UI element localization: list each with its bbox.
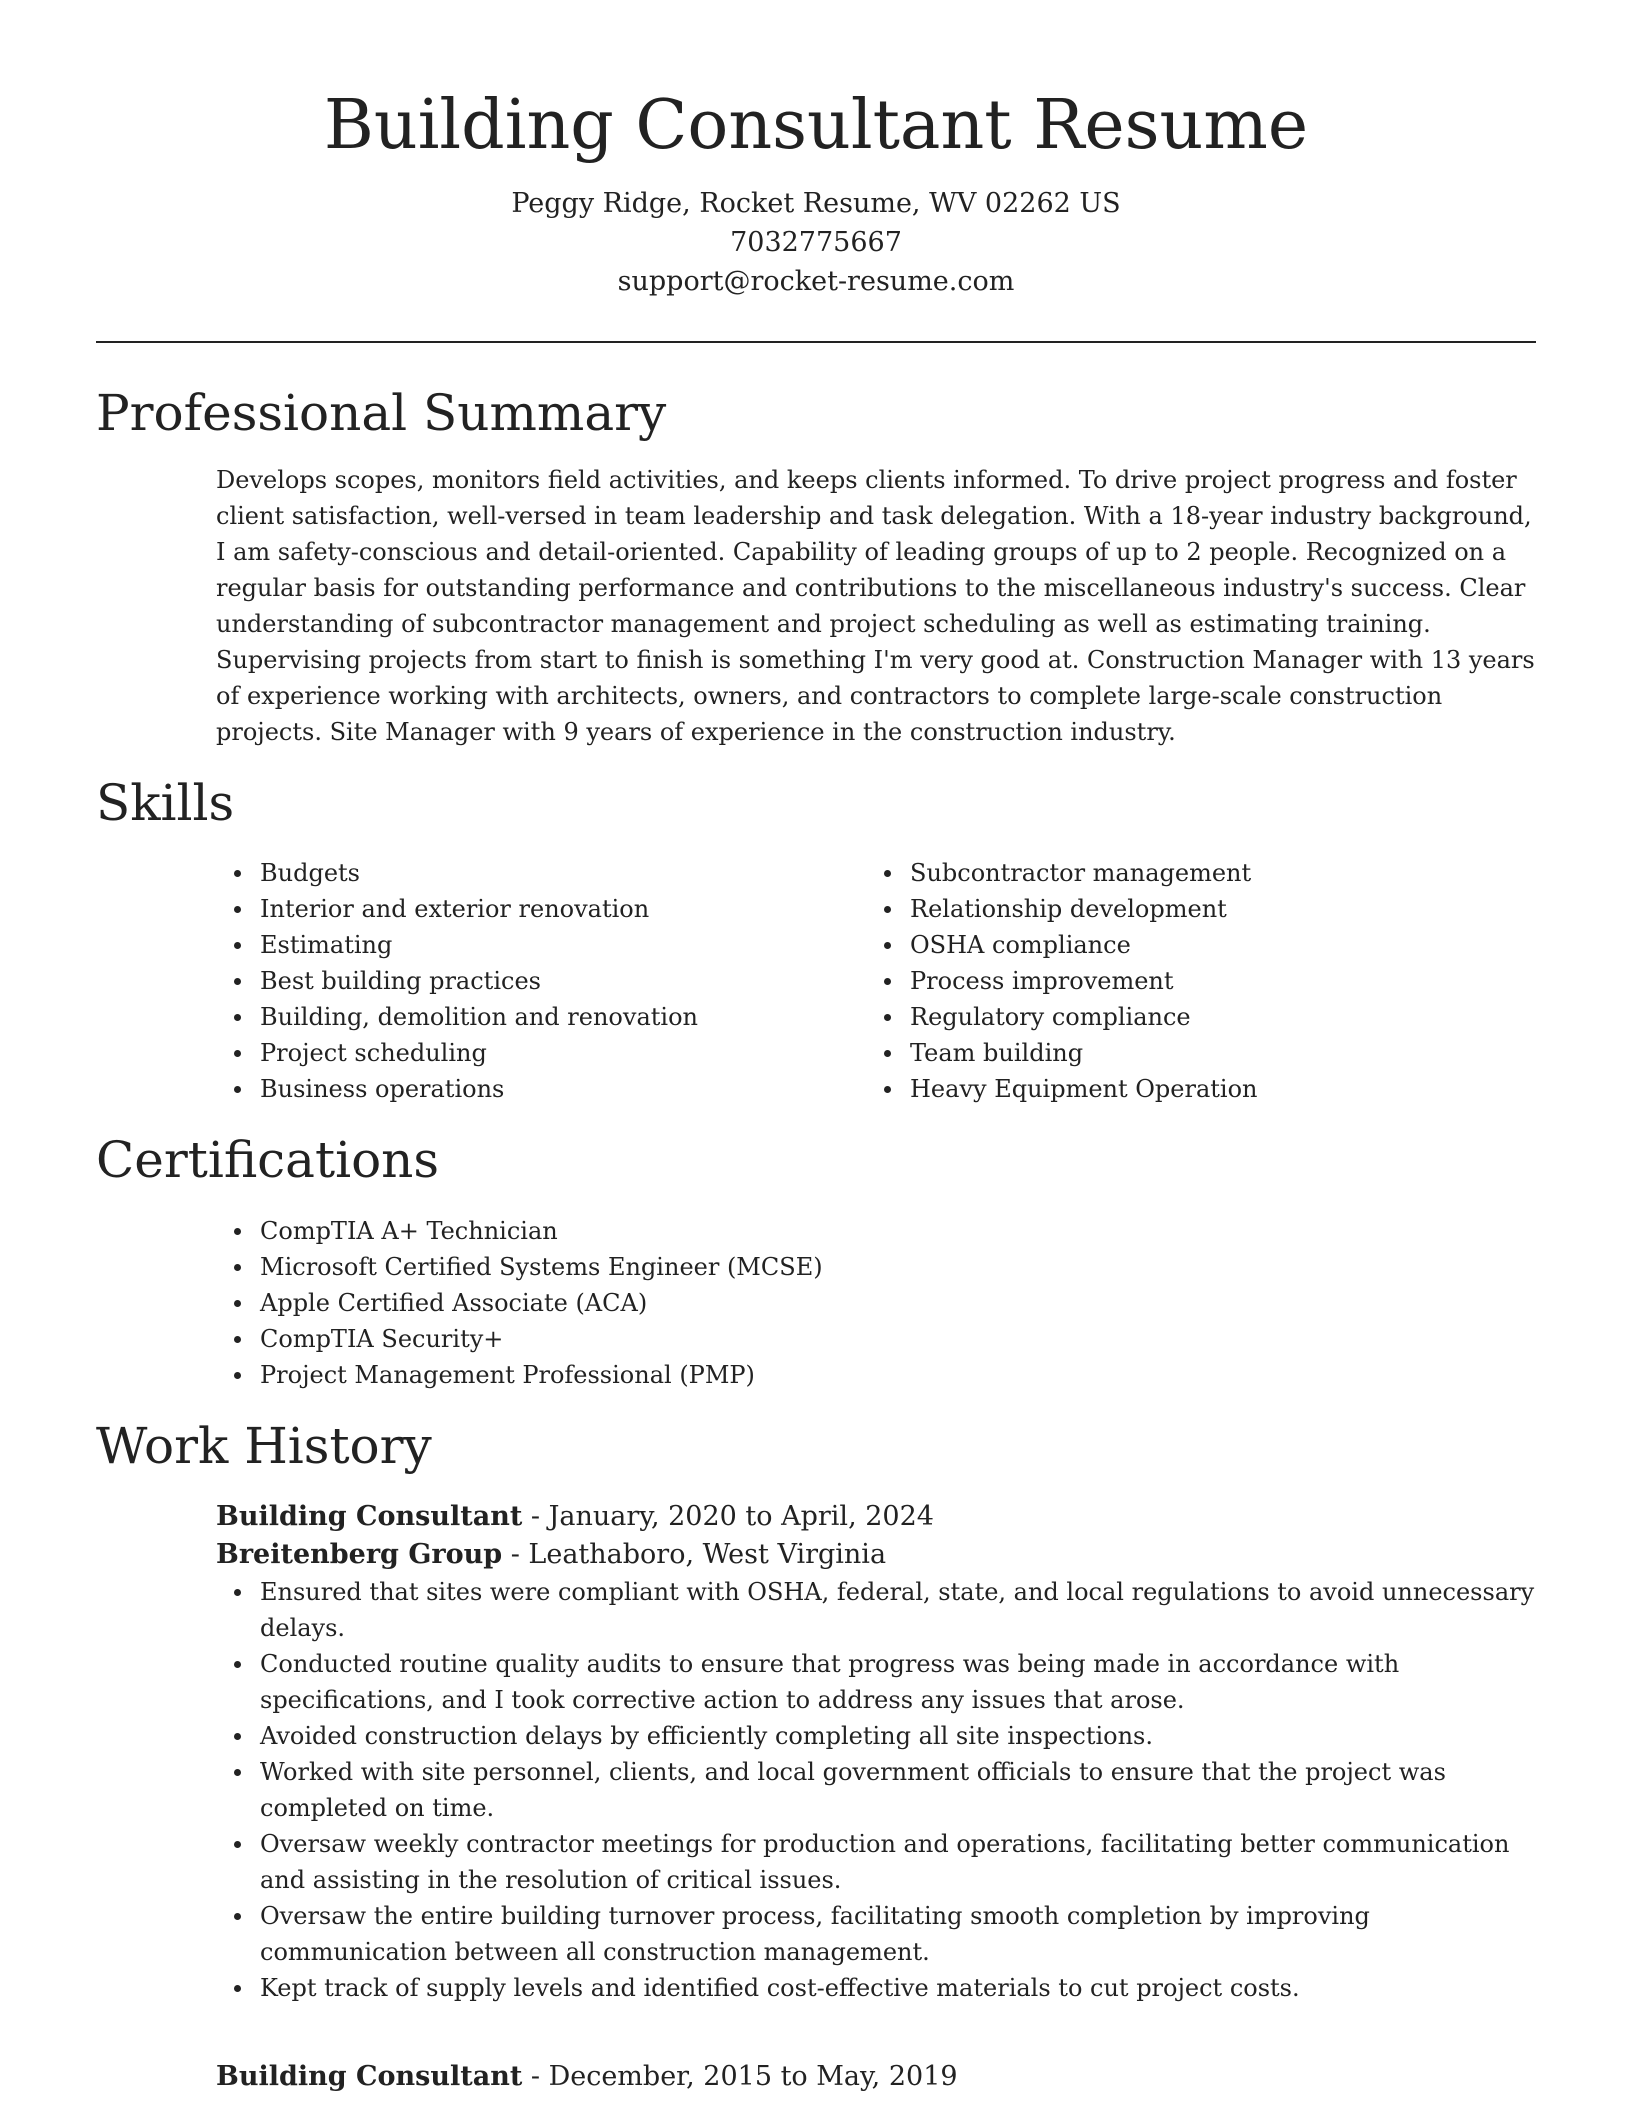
job-bullet: Ensured that sites were compliant with OSHA, federal, state, and local regulations to avoid unnecessary delays. xyxy=(216,1574,1536,1646)
job-role: Building Consultant xyxy=(216,1501,523,1532)
skill-item: Process improvement xyxy=(866,963,1466,999)
job-role: Building Consultant xyxy=(216,2061,523,2092)
summary-heading: Professional Summary xyxy=(96,384,667,442)
skill-item: OSHA compliance xyxy=(866,927,1466,963)
job-title-line xyxy=(216,1498,1536,1536)
skill-item: Project scheduling xyxy=(216,1035,816,1071)
job-title-line xyxy=(216,2058,1536,2096)
skills-heading: Skills xyxy=(96,774,235,832)
job-bullet: Conducted routine quality audits to ensure that progress was being made in accordance with specifications, and I took corrective action to address any issues that arose. xyxy=(216,1646,1536,1718)
job-bullet: Kept track of supply levels and identified cost-effective materials to cut project costs. xyxy=(216,1970,1536,2006)
certification-item: CompTIA Security+ xyxy=(216,1321,1316,1357)
certification-item: Project Management Professional (PMP) xyxy=(216,1357,1316,1393)
skill-item: Business operations xyxy=(216,1071,816,1107)
resume-header xyxy=(0,0,1632,301)
job-bullet: Oversaw the entire building turnover process, facilitating smooth completion by improving communication between all construction management. xyxy=(216,1898,1536,1970)
job-entry xyxy=(216,2058,1536,2096)
contact-block xyxy=(0,184,1632,301)
skill-item: Regulatory compliance xyxy=(866,999,1466,1035)
skill-item: Heavy Equipment Operation xyxy=(866,1071,1466,1107)
work-history-heading: Work History xyxy=(96,1417,432,1475)
contact-phone: 7032775667 xyxy=(730,227,902,258)
skill-item: Team building xyxy=(866,1035,1466,1071)
job-dates: - December, 2015 to May, 2019 xyxy=(522,2061,958,2092)
contact-address: Peggy Ridge, Rocket Resume, WV 02262 US xyxy=(511,188,1121,219)
skill-item: Best building practices xyxy=(216,963,816,999)
job-bullet: Oversaw weekly contractor meetings for production and operations, facilitating better communication and assisting in the resolution of critical issues. xyxy=(216,1826,1536,1898)
skills-list-right xyxy=(866,855,1466,1107)
skill-item: Building, demolition and renovation xyxy=(216,999,816,1035)
job-location: - Leathaboro, West Virginia xyxy=(502,1539,887,1570)
certification-item: CompTIA A+ Technician xyxy=(216,1213,1316,1249)
job-bullet: Worked with site personnel, clients, and local government officials to ensure that the project was completed on time. xyxy=(216,1754,1536,1826)
skills-list-left xyxy=(216,855,816,1107)
certification-item: Apple Certified Associate (ACA) xyxy=(216,1285,1316,1321)
certifications-heading: Certifications xyxy=(96,1131,440,1189)
certifications-list xyxy=(216,1213,1316,1393)
job-company-line xyxy=(216,1536,1536,1574)
contact-email: support@rocket-resume.com xyxy=(617,266,1015,297)
certification-item: Microsoft Certified Systems Engineer (MCSE) xyxy=(216,1249,1316,1285)
job-entry xyxy=(216,1498,1536,2006)
skill-item: Subcontractor management xyxy=(866,855,1466,891)
job-dates: - January, 2020 to April, 2024 xyxy=(522,1501,934,1532)
skill-item: Interior and exterior renovation xyxy=(216,891,816,927)
skill-item: Relationship development xyxy=(866,891,1466,927)
job-company: Breitenberg Group xyxy=(216,1539,503,1570)
job-bullet: Avoided construction delays by efficiently completing all site inspections. xyxy=(216,1718,1536,1754)
resume-title: Building Consultant Resume xyxy=(323,86,1309,165)
summary-text: Develops scopes, monitors field activities, and keeps clients informed. To drive project progress and foster client satisfaction, well-versed in team leadership and task delegation. With a 18-year industry background, I am safety-conscious and detail-oriented. Capability of leading groups of up to 2 people. Recognized on a regular basis for outstanding performance and contributions to the miscellaneous industry's success. Clear understanding of subcontractor management and project scheduling as well as estimating training. Supervising projects from start to finish is something I'm very good at. Construction Manager with 13 years of experience working with architects, owners, and contractors to complete large-scale construction projects. Site Manager with 9 years of experience in the construction industry. xyxy=(216,466,1535,746)
job-responsibilities xyxy=(216,1574,1536,2006)
skill-item: Estimating xyxy=(216,927,816,963)
header-divider xyxy=(96,341,1536,343)
skill-item: Budgets xyxy=(216,855,816,891)
